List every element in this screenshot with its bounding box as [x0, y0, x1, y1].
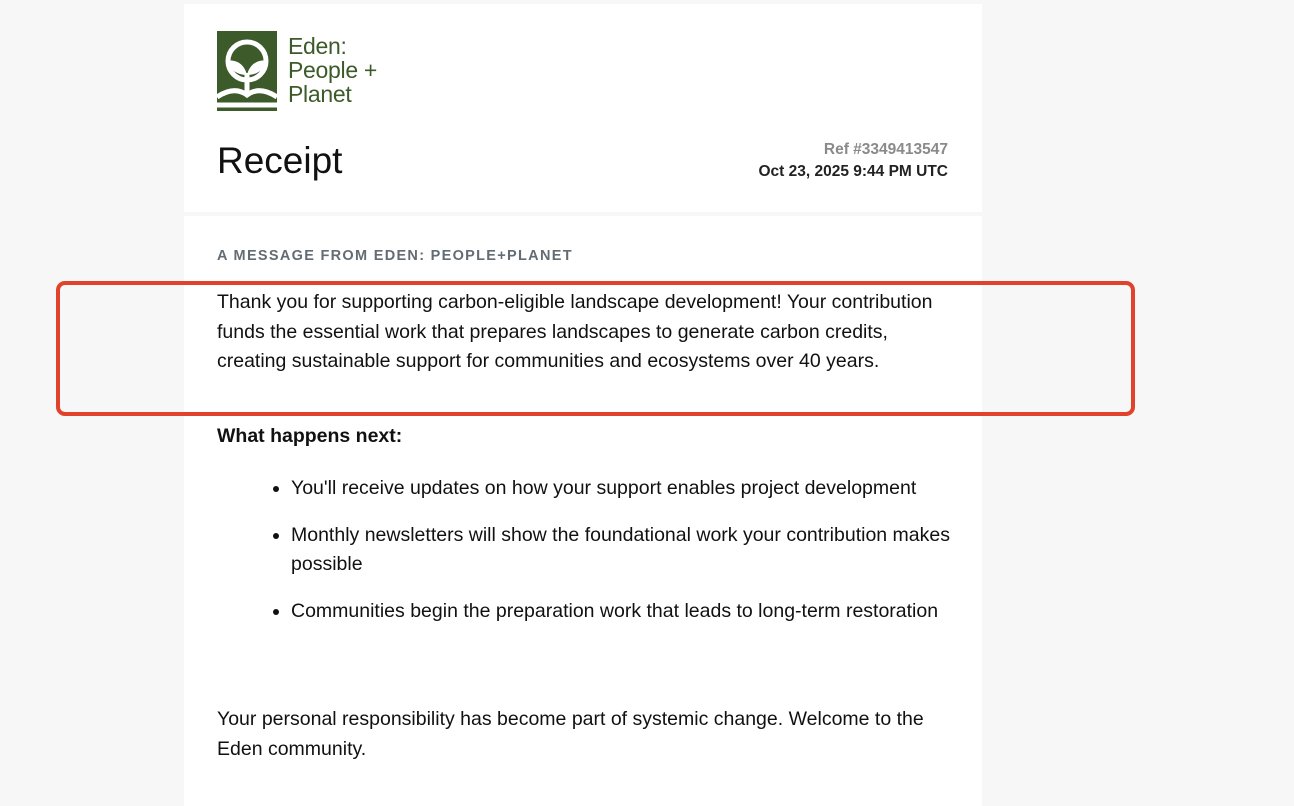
closing-message: Your personal responsibility has become part of systemic change. Welcome to the Eden community. — [217, 708, 924, 760]
page-title: Receipt — [217, 140, 343, 181]
next-steps-list — [217, 474, 957, 643]
logo-wordmark — [288, 34, 377, 106]
eden-logo — [217, 31, 377, 111]
receipt-date: Oct 23, 2025 9:44 PM UTC — [758, 163, 948, 180]
logo-line-2: People + — [288, 57, 378, 83]
next-steps-heading: What happens next: — [217, 425, 403, 447]
reference-number: Ref #3349413547 — [823, 141, 948, 158]
eden-sprout-logo-icon — [217, 31, 277, 111]
thank-you-message: Thank you for supporting carbon-eligible landscape development! Your contribution funds the essential work that prepares landscapes to generate carbon credits, creating sustainable support for communities and ecosystems over 40 years. — [217, 291, 933, 372]
list-item: • Communities begin the preparation work that leads to long-term restoration — [291, 597, 957, 627]
logo-line-3: Planet — [288, 81, 352, 107]
list-item: • Monthly newsletters will show the foundational work your contribution makes possible — [291, 521, 957, 580]
receipt-meta — [758, 140, 948, 183]
logo-line-1: Eden: — [288, 33, 347, 59]
message-eyebrow: A MESSAGE FROM EDEN: PEOPLE+PLANET — [217, 248, 573, 264]
list-item: • You'll receive updates on how your support enables project development — [291, 474, 957, 504]
